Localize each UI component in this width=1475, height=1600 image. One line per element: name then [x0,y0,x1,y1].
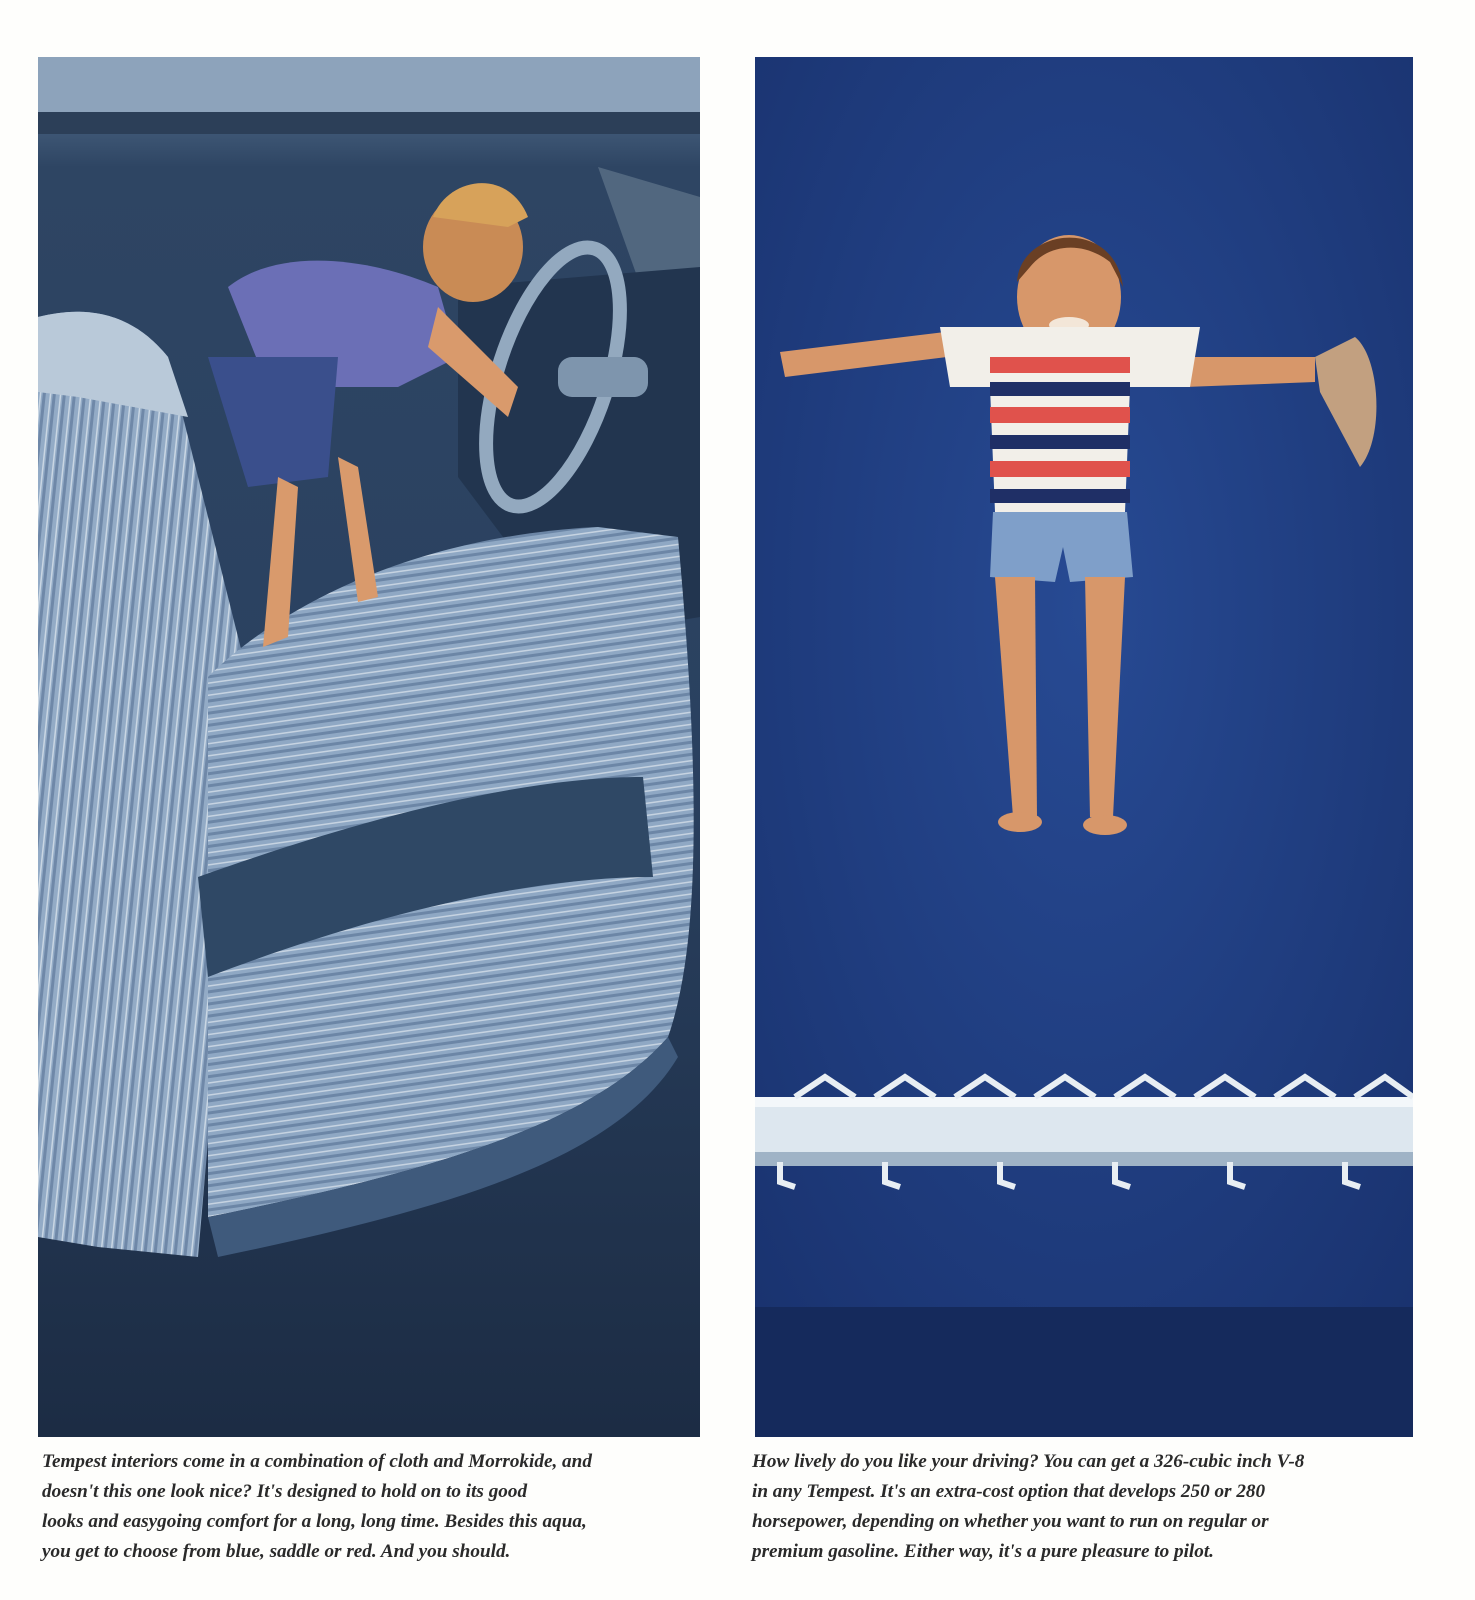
caption-line: premium gasoline. Either way, it's a pure pleasure to pilot. [752,1541,1214,1562]
trampoline-photo [755,57,1413,1437]
interior-caption [42,1447,702,1567]
caption-line: doesn't this one look nice? It's designed to hold on to its good [42,1481,528,1502]
caption-line: How lively do you like your driving? You can get a 326-cubic inch V-8 [752,1451,1305,1472]
engine-caption [752,1447,1432,1567]
caption-line: you get to choose from blue, saddle or red. And you should. [42,1541,511,1562]
caption-line: Tempest interiors come in a combination of cloth and Morrokide, and [42,1451,592,1472]
car-interior-photo [38,57,700,1437]
caption-line: looks and easygoing comfort for a long, long time. Besides this aqua, [42,1511,587,1532]
caption-line: in any Tempest. It's an extra-cost option that develops 250 or 280 [752,1481,1266,1502]
caption-line: horsepower, depending on whether you want to run on regular or [752,1511,1269,1532]
